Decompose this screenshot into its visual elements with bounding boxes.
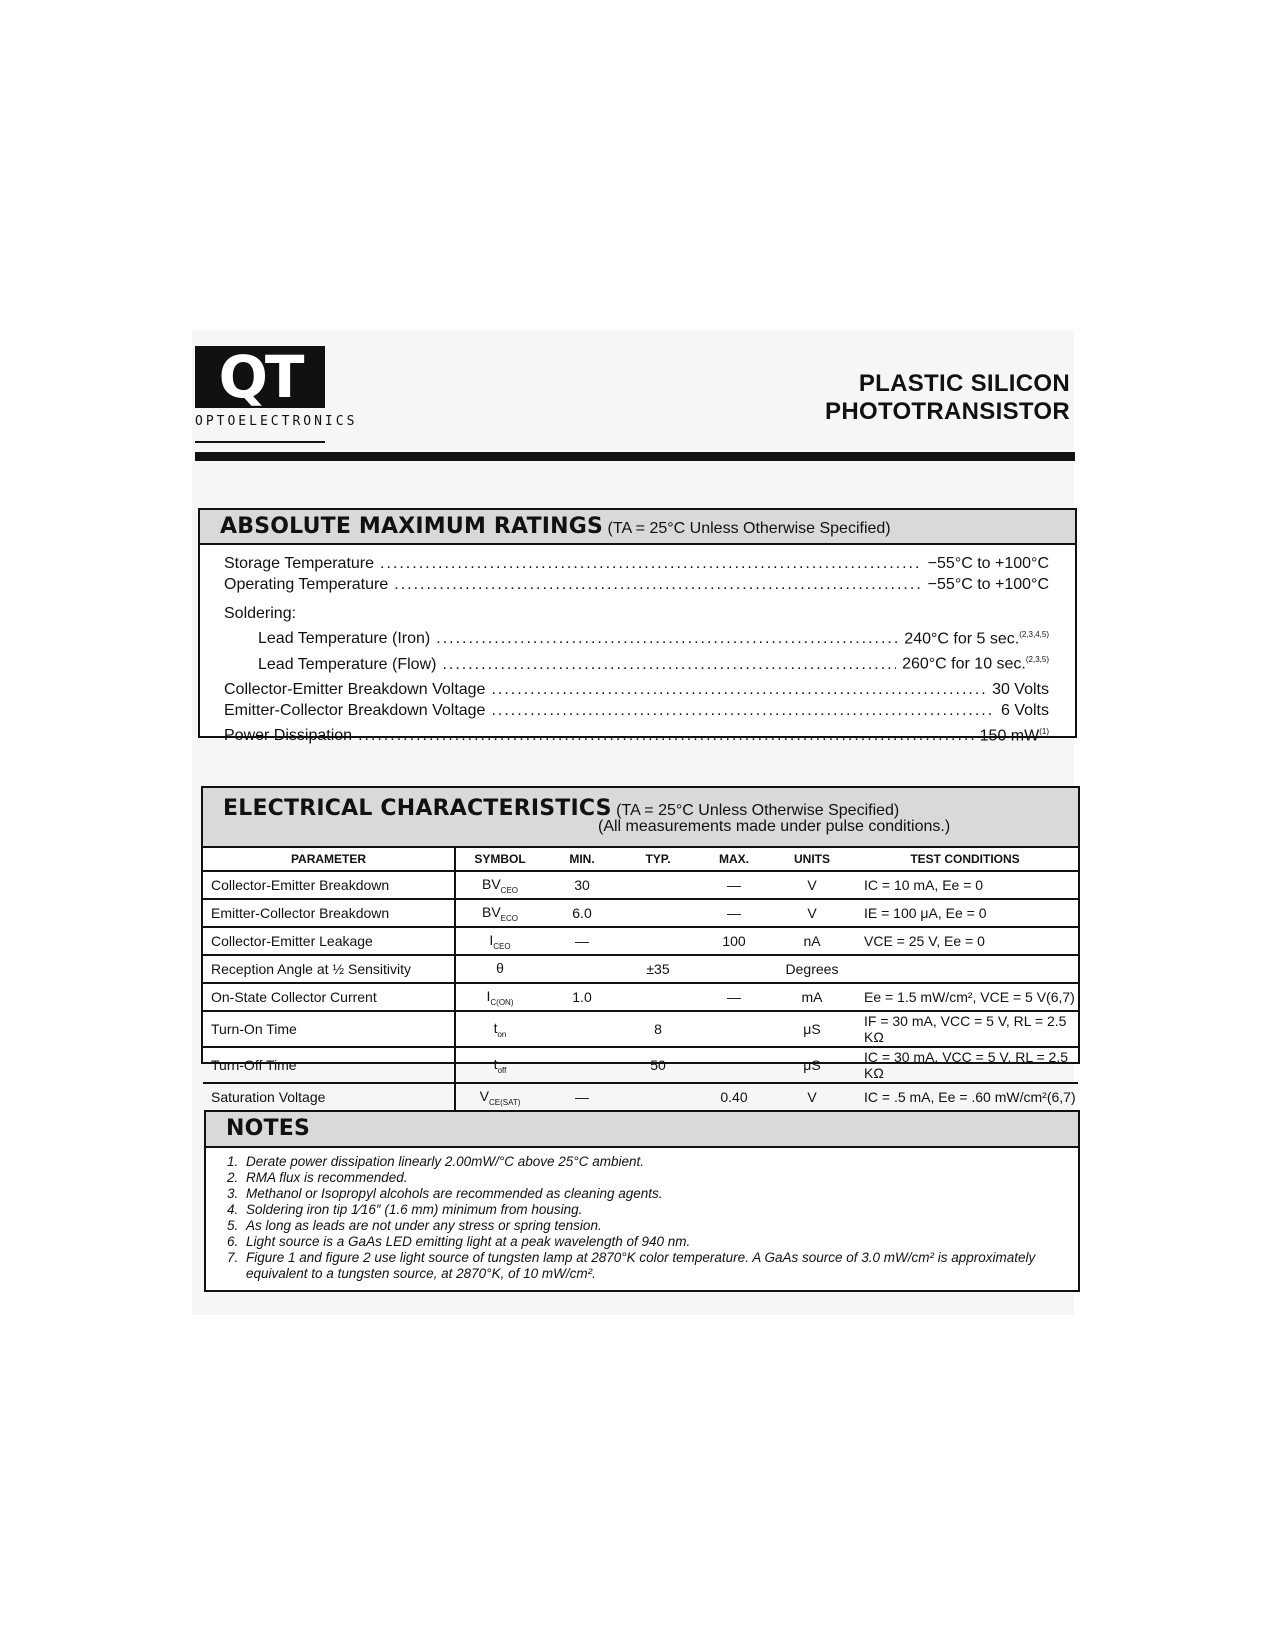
note-item: 6. Light source is a GaAs LED emitting light at a peak wavelength of 940 nm. [242,1234,1078,1250]
typ-cell [620,1083,696,1110]
min-cell [544,1011,620,1047]
rating-label: Storage Temperature [224,555,375,572]
max-cell [696,955,772,983]
leader-dots [491,679,986,700]
symbol-cell: $BV_{CEO}$ [455,871,544,899]
rating-row [224,603,1049,624]
table-row [203,1011,1078,1047]
table-row [203,983,1078,1011]
soldering-label: Soldering: [224,605,297,622]
units-cell: V [772,899,852,927]
rating-label: Lead Temperature (Flow) [258,655,437,673]
units-cell: V [772,871,852,899]
absolute-max-ratings-header [200,510,1075,545]
parameter-cell: On-State Collector Current [203,983,455,1011]
absolute-max-ratings-box [198,508,1077,744]
absolute-max-ratings-heading: ABSOLUTE MAXIMUM RATINGS [220,514,604,539]
parameter-cell: Collector-Emitter Breakdown [203,871,455,899]
rating-value: −55°C to +100°C [927,555,1049,572]
rating-label: Power Dissipation [224,726,353,744]
rating-value: −55°C to +100°C [927,576,1049,593]
units-cell: μS [772,1047,852,1083]
electrical-characteristics-box [201,786,1080,1107]
units-cell: μS [772,1011,852,1047]
min-cell: — [575,1089,589,1105]
parameter-cell: Collector-Emitter Leakage [203,927,455,955]
logo-underline [195,441,325,443]
pulse-conditions-note: (All measurements made under pulse conditions.) [598,818,951,835]
symbol-cell: $I_{CEO}$ [455,927,544,955]
min-cell: 30 [544,871,620,899]
absolute-max-ratings-condition: (TA = 25°C Unless Otherwise Specified) [607,520,891,537]
parameter-cell: Emitter-Collector Breakdown [203,899,455,927]
min-cell: 6.0 [544,899,620,927]
rating-label: Operating Temperature [224,576,389,593]
rating-row [224,574,1049,595]
ratings-list [200,545,1075,746]
note-item: 3. Methanol or Isopropyl alcohols are recommended as cleaning agents. [242,1186,1078,1202]
test-conditions-cell: Ee = 1.5 mW/cm², VCE = 5 V(6,7) [852,983,1078,1011]
rating-value: 6 Volts [1000,701,1049,719]
col-parameter: PARAMETER [203,848,455,871]
parameter-cell: Turn-Off Time [203,1047,455,1083]
units-cell: nA [772,927,852,955]
test-conditions-cell: IE = 100 μA, Ee = 0 [852,899,1078,927]
max-cell [696,1047,772,1083]
test-conditions-cell: IC = 30 mA, VCC = 5 V, RL = 2.5 KΩ [852,1047,1078,1083]
rating-value: 240°C for 5 sec.$^{(2,3,4,5)}$ [904,630,1049,648]
test-conditions-cell [852,955,1078,983]
typ-cell [620,983,696,1011]
col-units: UNITS [772,848,852,871]
rating-row [224,649,1049,674]
note-item: 4. Soldering iron tip 1⁄16″ (1.6 mm) minimum from housing. [242,1202,1078,1218]
typ-cell [620,899,696,927]
test-conditions-cell: IC = .5 mA, Ee = .60 mW/cm²(6,7) [864,1089,1076,1105]
rating-row [224,624,1049,649]
max-cell: 100 [696,927,772,955]
leader-dots [436,628,898,649]
rating-value: 30 Volts [992,680,1049,698]
units-cell: Degrees [772,955,852,983]
rating-label: Lead Temperature (Iron) [258,630,431,648]
leader-dots [491,700,995,721]
symbol-cell: $V_{CE(SAT)}$ [479,1087,521,1107]
typ-cell [620,927,696,955]
rating-label: Emitter-Collector Breakdown Voltage [224,701,486,719]
symbol-cell: $BV_{ECO}$ [455,899,544,927]
units-cell: mA [772,983,852,1011]
electrical-characteristics-table [203,848,1078,1110]
rating-row [224,721,1049,746]
notes-header [206,1112,1078,1148]
col-min: MIN. [544,848,620,871]
notes-box [204,1110,1080,1292]
rating-value: 260°C for 10 sec.$^{(2,3,5)}$ [902,655,1049,673]
header-divider [195,452,1075,461]
test-conditions-cell: IC = 10 mA, Ee = 0 [852,871,1078,899]
note-item: 1. Derate power dissipation linearly 2.00mW/°C above 25°C ambient. [242,1154,1078,1170]
col-symbol: SYMBOL [455,848,544,871]
table-row [203,955,1078,983]
title-line-1: PLASTIC SILICON [858,370,1070,397]
table-row [203,1047,1078,1083]
units-cell: V [807,1089,817,1105]
max-cell: 0.40 [720,1089,748,1105]
note-item: 7. Figure 1 and figure 2 use light source of tungsten lamp at 2870°K color temperature. A GaAs source of 3.0 mW/cm² is approximately equivalent to a tungsten source, at 2870°K, of 10 mW/cm². [242,1250,1078,1282]
electrical-characteristics-heading: ELECTRICAL CHARACTERISTICS [223,796,612,821]
logo-subtitle: OPTOELECTRONICS [195,414,358,429]
parameter-cell: Reception Angle at ½ Sensitivity [203,955,455,983]
table-header-row [203,848,1078,871]
min-cell: 1.0 [544,983,620,1011]
electrical-characteristics-condition: (TA = 25°C Unless Otherwise Specified) [616,802,900,819]
typ-cell [620,871,696,899]
col-typ: TYP. [620,848,696,871]
leader-dots [358,725,974,746]
min-cell: — [544,927,620,955]
leader-dots [394,574,921,595]
max-cell: — [696,871,772,899]
max-cell: — [696,983,772,1011]
typ-cell: 8 [620,1011,696,1047]
min-cell [544,1047,620,1083]
parameter-cell: Turn-On Time [203,1011,455,1047]
notes-heading: NOTES [226,1116,310,1141]
symbol-cell: $t_{on}$ [455,1011,544,1047]
symbol-cell: $t_{off}$ [455,1047,544,1083]
parameter-cell: Saturation Voltage [203,1083,455,1110]
min-cell [544,955,620,983]
page-title [825,370,1070,426]
note-item: 2. RMA flux is recommended. [242,1170,1078,1186]
rating-label: Collector-Emitter Breakdown Voltage [224,680,486,698]
notes-list [206,1154,1078,1282]
rating-row [224,700,1049,721]
note-item: 5. As long as leads are not under any stress or spring tension. [242,1218,1078,1234]
typ-cell: ±35 [620,955,696,983]
symbol-cell: $I_{C(ON)}$ [455,983,544,1011]
rating-row [224,553,1049,574]
leader-dots [442,654,896,675]
symbol-cell: θ [455,955,544,983]
title-line-2: PHOTOTRANSISTOR [825,398,1070,425]
col-test-conditions: TEST CONDITIONS [852,848,1078,871]
rating-value: 150 $mW^{(1)}$ [979,726,1049,744]
test-conditions-cell: IF = 30 mA, VCC = 5 V, RL = 2.5 KΩ [852,1011,1078,1047]
rating-row [224,679,1049,700]
qt-logo [195,343,358,429]
max-cell [696,1011,772,1047]
table-row [203,927,1078,955]
typ-cell: 50 [620,1047,696,1083]
table-row [203,1083,1078,1110]
leader-dots [380,553,922,574]
table-row [203,871,1078,899]
electrical-characteristics-header [203,788,1078,848]
logo-mark: QT [195,346,325,408]
test-conditions-cell: VCE = 25 V, Ee = 0 [852,927,1078,955]
col-max: MAX. [696,848,772,871]
max-cell: — [696,899,772,927]
table-row [203,899,1078,927]
